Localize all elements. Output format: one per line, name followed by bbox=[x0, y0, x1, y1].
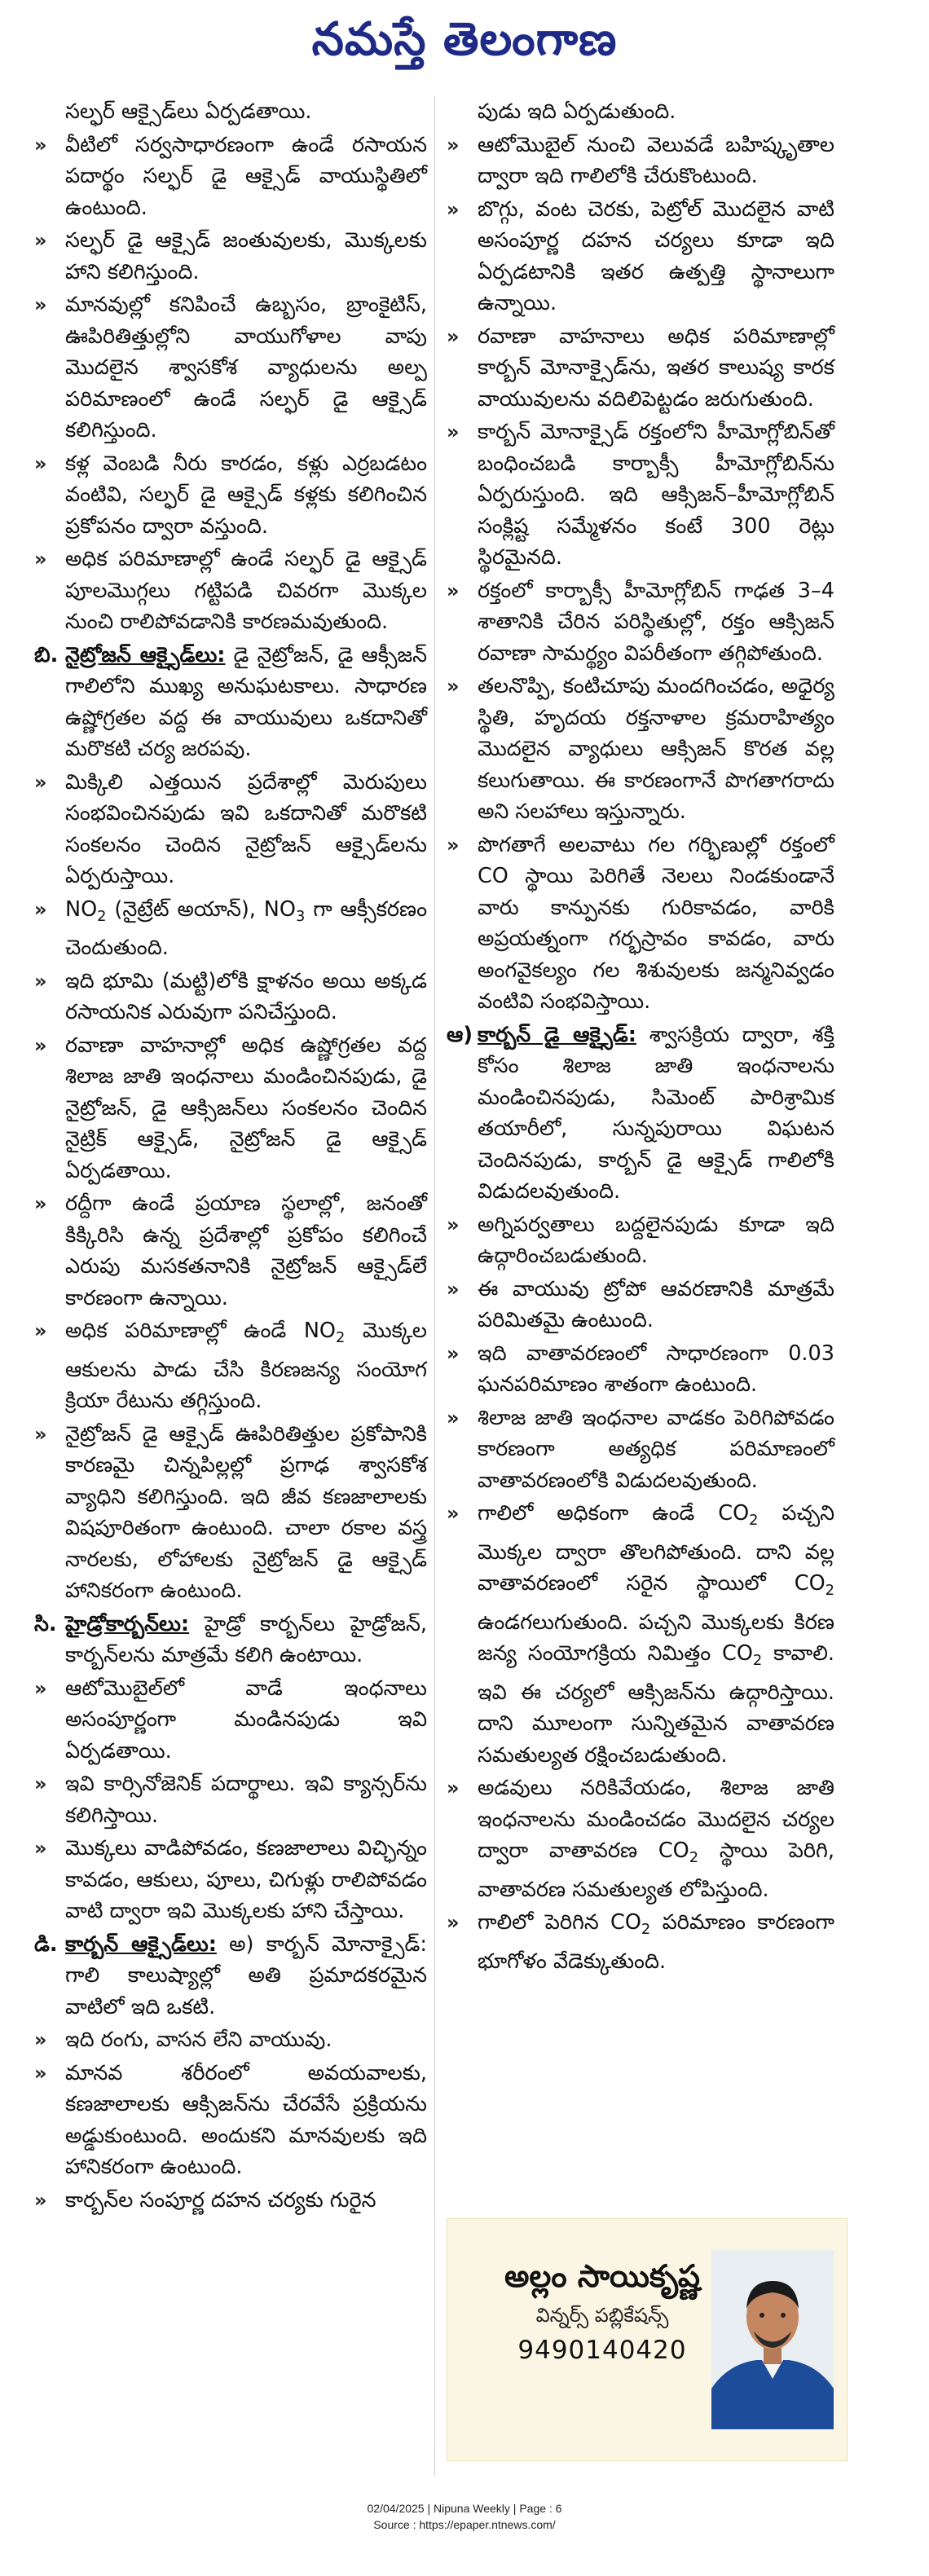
subscript: 2 bbox=[335, 1329, 346, 1347]
paragraph bbox=[34, 1768, 427, 1831]
author-phone: 9490140420 bbox=[517, 2336, 687, 2365]
paragraph bbox=[447, 575, 834, 670]
bullet-icon: » bbox=[447, 1406, 455, 1429]
paragraph bbox=[34, 1030, 427, 1187]
paragraph bbox=[447, 830, 834, 1018]
paragraph bbox=[447, 1019, 834, 1208]
bullet-icon: » bbox=[447, 1213, 455, 1236]
text-part: అధిక పరిమాణాల్లో ఉండే NO bbox=[65, 1319, 336, 1344]
text-part: ఇది భూమి (మట్టి)లోకి క్షాళనం అయి అక్కడ రసాయనిక ఎరువుగా పనిచేస్తుంది. bbox=[65, 968, 427, 1025]
bullet-icon: » bbox=[34, 897, 42, 921]
article-left-column bbox=[34, 96, 427, 2217]
paragraph bbox=[447, 1274, 834, 1336]
bullet-icon: » bbox=[34, 969, 42, 993]
paragraph bbox=[34, 966, 427, 1028]
paragraph bbox=[447, 1907, 834, 1977]
bullet-icon: » bbox=[34, 1676, 42, 1700]
paragraph bbox=[34, 1833, 427, 1927]
paragraph bbox=[34, 2185, 427, 2217]
text-part: ఈ వాయువు ట్రోపో ఆవరణానికి మాత్రమే పరిమితమై ఉంటుంది. bbox=[478, 1276, 834, 1332]
paragraph bbox=[34, 894, 427, 964]
page-footer bbox=[0, 2500, 929, 2533]
footer-date-line: 02/04/2025 | Nipuna Weekly | Page : 6 bbox=[367, 2502, 562, 2515]
bullet-icon: » bbox=[447, 324, 455, 348]
paragraph bbox=[447, 96, 834, 128]
paragraph bbox=[34, 1673, 427, 1768]
text-part: (నైట్రేట్ అయాన్), NO bbox=[106, 896, 296, 922]
paragraph bbox=[34, 1929, 427, 2023]
subscript: 2 bbox=[641, 1921, 651, 1939]
text-part: శ్వాసక్రియ ద్వారా, శక్తి కోసం శిలాజ జాతి ఇంధనాలను మండించినపుడు, సిమెంట్ పారిశ్రామిక తయారీలో, సున్నపురాయి విఘటన చెందినపుడు, కార్బన్ డై ఆక్సైడ్ గాలిలోకి విడుదలవుతుంది. bbox=[478, 1022, 834, 1204]
paragraph bbox=[34, 448, 427, 543]
text-part: మొక్కల ఆకులను పాడు చేసి కిరణజన్య సంయోగ క్రియా రేటును తగ్గిస్తుంది. bbox=[65, 1319, 427, 1414]
text-part: వీటిలో సర్వసాధారణంగా ఉండే రసాయన పదార్థం సల్ఫర్ డై ఆక్సైడ్ వాయుస్థితిలో ఉంటుంది. bbox=[65, 132, 427, 220]
article-right-column bbox=[447, 96, 834, 1979]
masthead bbox=[0, 7, 929, 72]
paragraph bbox=[447, 321, 834, 416]
bullet-icon: » bbox=[447, 1502, 455, 1525]
subscript: 2 bbox=[752, 1652, 763, 1670]
bullet-icon: » bbox=[447, 1277, 455, 1301]
section-heading: హైడ్రోకార్బన్‌లు: bbox=[65, 1611, 190, 1636]
text-part: స్థాయి పెరిగి, వాతావరణ సమతుల్యత లోపిస్తుంది. bbox=[478, 1838, 834, 1902]
bullet-icon: » bbox=[34, 229, 42, 252]
masthead-title: నమస్తే తెలంగాణ bbox=[311, 12, 618, 66]
bullet-icon: » bbox=[34, 293, 42, 316]
paragraph bbox=[447, 130, 834, 192]
paragraph bbox=[34, 130, 427, 224]
paragraph bbox=[447, 194, 834, 319]
bullet-icon: » bbox=[447, 133, 455, 156]
paragraph bbox=[447, 671, 834, 828]
subscript: 2 bbox=[825, 1582, 834, 1600]
paragraph bbox=[34, 1315, 427, 1417]
paragraph bbox=[34, 289, 427, 447]
section-marker: బి. bbox=[34, 642, 59, 667]
text-part: సల్ఫర్ ఆక్సైడ్‌లు ఏర్పడతాయి. bbox=[65, 99, 312, 124]
column-divider bbox=[434, 96, 435, 2476]
bullet-icon: » bbox=[34, 2188, 42, 2212]
bullet-icon: » bbox=[34, 770, 42, 794]
paragraph bbox=[447, 1772, 834, 1905]
section-heading: కార్బన్ ఆక్సైడ్‌లు: bbox=[65, 1931, 217, 1957]
text-part: రవాణా వాహనాల్లో అధిక ఉష్ణోగ్రతల వద్ద శిలాజ జాతి ఇంధనాలు మండించినపుడు, డై నైట్రోజన్, డై ఆక్సిజన్‌లు సంకలనం చెందిన నైట్రిక్ ఆక్సైడ్, నైట్రోజన్ డై ఆక్సైడ్ ఏర్పడతాయి. bbox=[65, 1033, 427, 1183]
text-part: గాలిలో అధికంగా ఉండే CO bbox=[478, 1501, 750, 1526]
text-part: అగ్నిపర్వతాలు బద్దలైనపుడు కూడా ఇది ఉద్గారించబడుతుంది. bbox=[478, 1212, 834, 1268]
section-heading: కార్బన్ డై ఆక్సైడ్: bbox=[478, 1022, 637, 1047]
text-part: గా ఆక్సీకరణం చెందుతుంది. bbox=[65, 896, 427, 961]
paragraph bbox=[34, 2024, 427, 2056]
bullet-icon: » bbox=[34, 1319, 42, 1343]
paragraph bbox=[34, 1188, 427, 1314]
bullet-icon: » bbox=[447, 1777, 455, 1800]
text-part: పొగతాగే అలవాటు గల గర్భిణుల్లో రక్తంలో CO స్థాయి పెరిగితే నెలలు నిండకుండానే వారు కాన్పునకు గురికావడం, వారికి అప్రయత్నంగా గర్భస్రావం కావడం, వారు అంగవైకల్యం గల శిశువులకు జన్మనివ్వడం వంటివి సంభవిస్తాయి. bbox=[478, 832, 834, 1014]
paragraph bbox=[34, 544, 427, 638]
bullet-icon: » bbox=[34, 451, 42, 475]
text-part: ఇది వాతావరణంలో సాధారణంగా 0.03 ఘనపరిమాణం శాతంగా ఉంటుంది. bbox=[478, 1341, 834, 1397]
text-part: మిక్కిలి ఎత్తయిన ప్రదేశాల్లో మెరుపులు సంభవించినపుడు ఇవి ఒకదానితో మరొకటి సంకలనం చెందిన నైట్రోజన్ ఆక్సైడ్‌లను ఏర్పరుస్తాయి. bbox=[65, 769, 427, 888]
bullet-icon: » bbox=[34, 1422, 42, 1446]
subscript: 2 bbox=[689, 1849, 699, 1867]
text-part: డై నైట్రోజన్, డై ఆక్సీజన్ గాలిలోని ముఖ్య అనుఘటకాలు. సాధారణ ఉష్ణోగ్రతల వద్ద ఈ వాయువులు ఒకదానితో మరొకటి చర్య జరపవు. bbox=[65, 642, 427, 761]
text-part: ఆటోమొబైల్ నుంచి వెలువడే బహిష్కృతాల ద్వారా ఇది గాలిలోకి చేరుకొంటుంది. bbox=[478, 132, 834, 188]
text-part: మానవ శరీరంలో అవయవాలకు, కణజాలాలకు ఆక్సిజన్‌ను చేరవేసే ప్రక్రియను అడ్డుకుంటుంది. అందుకని మానవులకు ఇది హానికరంగా ఉంటుంది. bbox=[65, 2060, 427, 2180]
paragraph bbox=[34, 1609, 427, 1671]
section-marker: డి. bbox=[34, 1931, 58, 1957]
text-part: అడవులు నరికివేయడం, శిలాజ జాతి ఇంధనాలను మండించడం మొదలైన చర్యల ద్వారా వాతావరణ CO bbox=[478, 1776, 834, 1864]
paragraph bbox=[447, 416, 834, 574]
paragraph bbox=[34, 1419, 427, 1607]
text-part: మానవుల్లో కనిపించే ఉబ్బసం, బ్రాంకైటిస్, ఊపిరితిత్తుల్లోని వాయుగోళాల వాపు మొదలైన శ్వాసకోశ వ్యాధులను అల్ప పరిమాణంలో ఉండే సల్ఫర్ డై ఆక్సైడ్ కలిగిస్తుంది. bbox=[65, 293, 427, 443]
text-part: కార్బన్ మోనాక్సైడ్ రక్తంలోని హీమోగ్లోబిన్‌తో బంధించబడి కార్బాక్సీ హీమోగ్లోబిన్‌ను ఏర్పరుస్తుంది. ఇది ఆక్సిజన్–హీమోగ్లోబిన్ సంక్లిష్ట సమ్మేళనం కంటే 300 రెట్లు స్థిరమైనది. bbox=[478, 420, 834, 570]
bullet-icon: » bbox=[447, 421, 455, 443]
paragraph bbox=[34, 225, 427, 288]
text-part: కార్బన్‌ల సంపూర్ణ దహన చర్యకు గురైన bbox=[65, 2187, 376, 2213]
section-marker: సి. bbox=[34, 1611, 57, 1636]
text-part: ఆటోమొబైల్‌లో వాడే ఇంధనాలు అసంపూర్ణంగా మండినపుడు ఇవి ఏర్పడతాయి. bbox=[65, 1676, 427, 1764]
text-part: కళ్ల వెంబడి నీరు కారడం, కళ్లు ఎర్రబడటం వంటివి, సల్ఫర్ డై ఆక్సైడ్ కళ్లకు కలిగించిన ప్రకోపనం ద్వారా వస్తుంది. bbox=[65, 451, 427, 539]
bullet-icon: » bbox=[447, 1341, 455, 1365]
author-publication: విన్నర్స్ పబ్లికేషన్స్ bbox=[535, 2304, 669, 2327]
text-part: నైట్రోజన్ డై ఆక్సైడ్ ఊపిరితిత్తుల ప్రకోపానికి కారణమై చిన్నపిల్లల్లో ప్రగాఢ శ్వాసకోశ వ్యాధిని కలిగిస్తుంది. ఇది జీవ కణజాలాలకు విషపూరితంగా ఉంటుంది. చాలా రకాల వస్త్ర నారలకు, లోహాలకు నైట్రోజన్ డై ఆక్సైడ్ హానికరంగా ఉంటుంది. bbox=[65, 1421, 427, 1604]
bullet-icon: » bbox=[34, 1772, 42, 1796]
text-part: ఇది రంగు, వాసన లేని వాయువు. bbox=[65, 2028, 332, 2053]
bullet-icon: » bbox=[34, 2028, 42, 2052]
paragraph bbox=[447, 1402, 834, 1497]
section-marker: ఆ) bbox=[447, 1022, 473, 1047]
section-heading: నైట్రోజన్ ఆక్సైడ్‌లు: bbox=[65, 642, 226, 667]
text-part: అ) కార్బన్ మోనాక్సైడ్: గాలి కాలుష్యాల్లో అతి ప్రమాదకరమైన వాటిలో ఇది ఒకటి. bbox=[65, 1931, 427, 2019]
paragraph bbox=[34, 640, 427, 765]
text-part: పుడు ఇది ఏర్పడుతుంది. bbox=[478, 99, 676, 124]
author-name: అల్లం సాయికృష్ణ bbox=[504, 2258, 700, 2294]
subscript: 2 bbox=[749, 1512, 759, 1530]
author-box bbox=[447, 2218, 848, 2461]
paragraph bbox=[447, 1498, 834, 1771]
text-part: రద్దీగా ఉండే ప్రయాణ స్థలాల్లో, జనంతో కిక్కిరిసి ఉన్న ప్రదేశాల్లో ప్రకోపం కలిగించే ఎరుపు మసకతనానికి నైట్రోజన్ ఆక్సైడ్‌లే కారణంగా ఉన్నాయి. bbox=[65, 1191, 427, 1310]
paragraph bbox=[447, 1338, 834, 1401]
subscript: 2 bbox=[97, 907, 107, 925]
bullet-icon: » bbox=[34, 1837, 42, 1860]
text-part: పచ్చని మొక్కల ద్వారా తొలగిపోతుంది. దాని వల్ల వాతావరణంలో సరైన స్థాయిలో CO bbox=[478, 1501, 834, 1596]
bullet-icon: » bbox=[447, 833, 455, 856]
text-part: మొక్కలు వాడిపోవడం, కణజాలాలు విచ్ఛిన్నం కావడం, ఆకులు, పూలు, చిగుళ్లు రాలిపోవడం వాటి ద్వారా ఇవి మొక్కలకు హాని చేస్తాయి. bbox=[65, 1836, 427, 1924]
text-part: ఉండగలుగుతుంది. పచ్చని మొక్కలకు కిరణ జన్య సంయోగక్రియ నిమిత్తం CO bbox=[478, 1609, 834, 1667]
text-part: హైడ్రో కార్బన్‌లు హైడ్రోజన్, కార్బన్‌లను మాత్రమే కలిగి ఉంటాయి. bbox=[65, 1611, 427, 1668]
paragraph bbox=[447, 1209, 834, 1272]
bullet-icon: » bbox=[447, 197, 455, 221]
text-part: NO bbox=[65, 896, 98, 922]
bullet-icon: » bbox=[447, 1911, 455, 1935]
author-photo bbox=[711, 2250, 834, 2429]
bullet-icon: » bbox=[447, 675, 455, 698]
text-part: అధిక పరిమాణాల్లో ఉండే సల్ఫర్ డై ఆక్సైడ్ పూలమొగ్గలు గట్టిపడి చివరగా మొక్కల నుంచి రాలిపోవడానికి కారణమవుతుంది. bbox=[65, 547, 427, 634]
author-info bbox=[480, 2253, 724, 2369]
text-part: తలనొప్పి, కంటిచూపు మందగించడం, అధైర్య స్థితి, హృదయ రక్తనాళాల క్రమరాహిత్యం మొదలైన వ్యాధులు ఆక్సిజన్ కొరత వల్ల కలుగుతాయి. ఈ కారణంగానే పొగతాగరాదు అని సలహాలు ఇస్తున్నారు. bbox=[478, 674, 834, 824]
text-part: సల్ఫర్ డై ఆక్సైడ్ జంతువులకు, మొక్కలకు హాని కలిగిస్తుంది. bbox=[65, 228, 427, 284]
text-part: రక్తంలో కార్బాక్సీ హీమోగ్లోబిన్ గాఢత 3–4 శాతానికి చేరిన పరిస్థితుల్లో, రక్తం ఆక్సిజన్ రవాణా సామర్థ్యం విపరీతంగా తగ్గిపోతుంది. bbox=[478, 578, 834, 666]
bullet-icon: » bbox=[34, 1033, 42, 1057]
bullet-icon: » bbox=[447, 579, 455, 602]
text-part: శిలాజ జాతి ఇంధనాల వాడకం పెరిగిపోవడం కారణంగా అత్యధిక పరిమాణంలో వాతావరణంలోకి విడుదలవుతుంది. bbox=[478, 1405, 834, 1493]
footer-source-line: Source : https://epaper.ntnews.com/ bbox=[373, 2518, 556, 2531]
paragraph bbox=[34, 767, 427, 892]
subscript: 3 bbox=[295, 907, 306, 925]
text-part: కావాలి. ఇవి ఈ చర్యలో ఆక్సిజన్‌ను ఉద్గారిస్తాయి. దాని మూలంగా సున్నితమైన వాతావరణ సమతుల్యత రక్షించబడుతుంది. bbox=[478, 1641, 834, 1768]
bullet-icon: » bbox=[34, 2061, 42, 2085]
text-part: పరిమాణం కారణంగా భూగోళం వేడెక్కుతుంది. bbox=[478, 1910, 834, 1974]
bullet-icon: » bbox=[34, 1192, 42, 1216]
paragraph bbox=[34, 2058, 427, 2183]
text-part: గాలిలో పెరిగిన CO bbox=[478, 1910, 641, 1935]
bullet-icon: » bbox=[34, 548, 42, 570]
bullet-icon: » bbox=[34, 133, 42, 156]
text-part: రవాణా వాహనాలు అధిక పరిమాణాల్లో కార్బన్ మోనాక్సైడ్‌ను, ఇతర కాలుష్య కారక వాయువులను వదిలిపెట్టడం జరుగుతుంది. bbox=[478, 324, 834, 412]
text-part: ఇవి కార్సినోజెనిక్ పదార్థాలు. ఇవి క్యాన్సర్‌ను కలిగిస్తాయి. bbox=[65, 1772, 427, 1828]
text-part: బొగ్గు, వంట చెరకు, పెట్రోల్ మొదలైన వాటి అసంపూర్ణ దహన చర్యలు కూడా ఇది ఏర్పడటానికి ఇతర ఉత్పత్తి స్థానాలుగా ఉన్నాయి. bbox=[478, 196, 834, 315]
paragraph bbox=[34, 96, 427, 128]
